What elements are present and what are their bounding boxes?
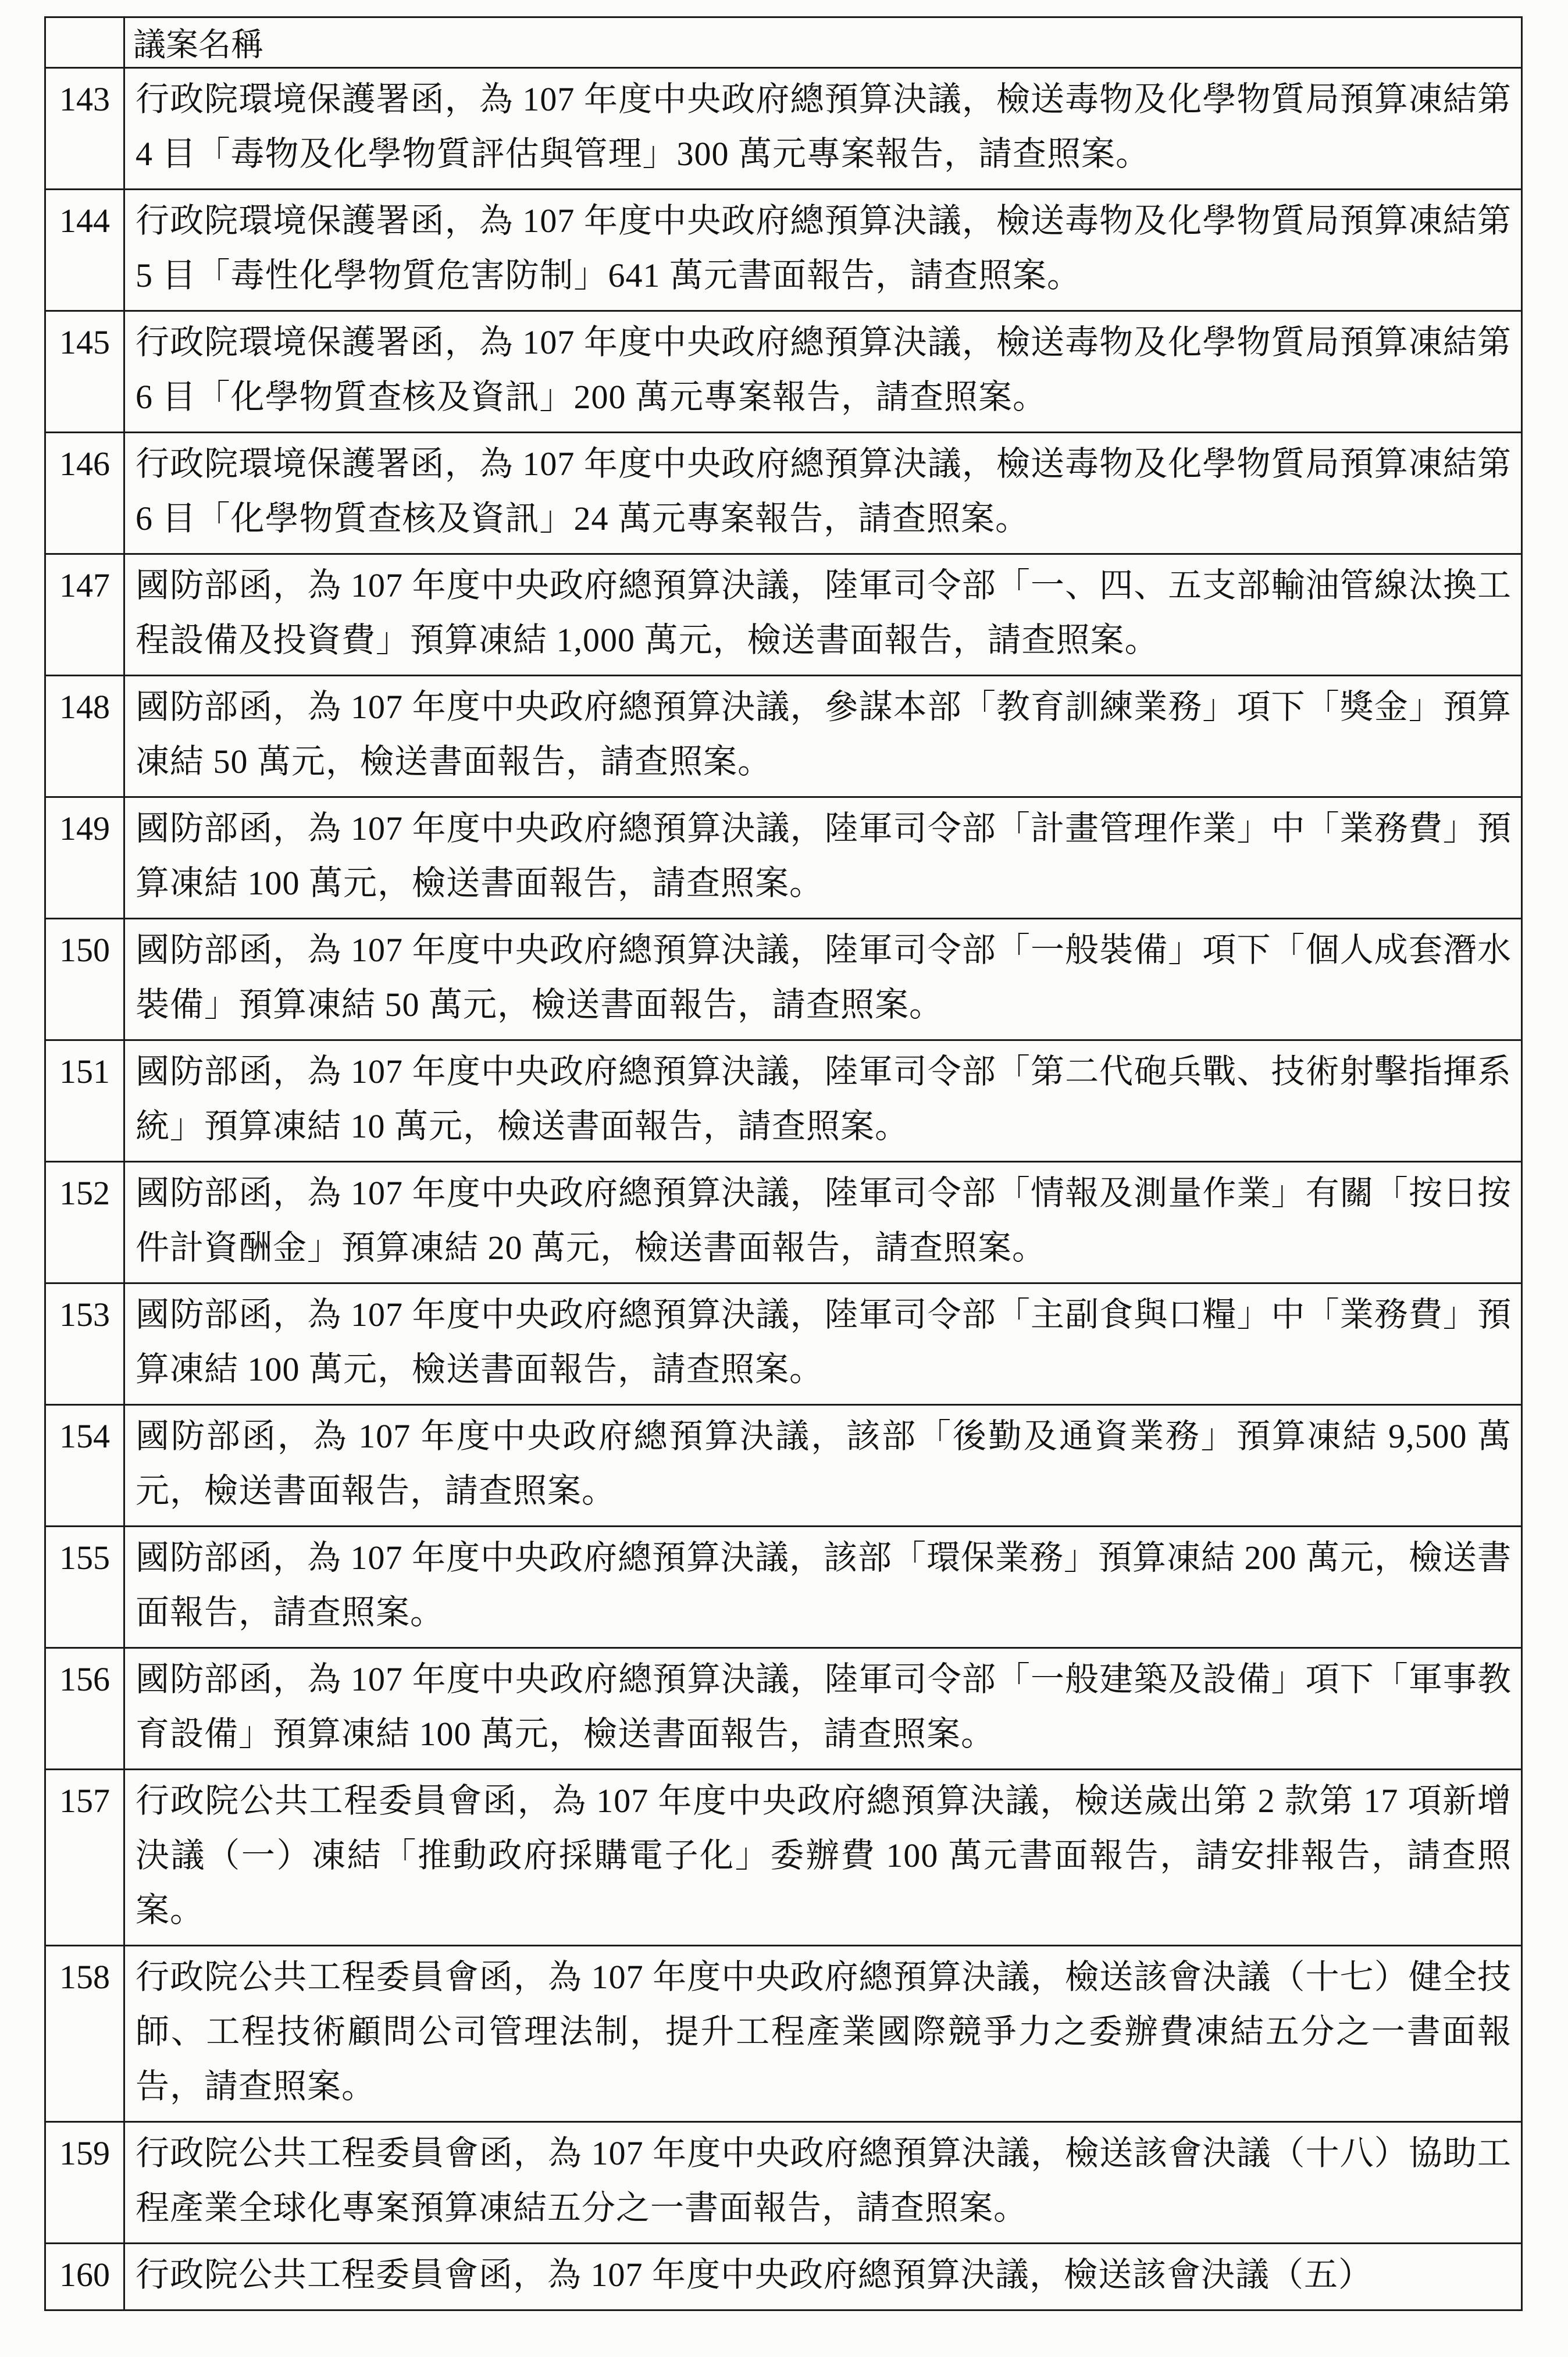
row-number: 158 xyxy=(45,1946,124,2122)
header-title-cell: 議案名稱 xyxy=(124,17,1522,68)
row-text: 國防部函，為 107 年度中央政府總預算決議，陸軍司令部「一、四、五支部輸油管線汰換工程設備及投資費」預算凍結 1,000 萬元，檢送書面報告，請查照案。 xyxy=(124,554,1522,676)
row-text: 國防部函，為 107 年度中央政府總預算決議，陸軍司令部「一般建築及設備」項下「軍事教育設備」預算凍結 100 萬元，檢送書面報告，請查照案。 xyxy=(124,1648,1522,1770)
table-row xyxy=(45,1162,1522,1283)
row-text: 國防部函，為 107 年度中央政府總預算決議，該部「環保業務」預算凍結 200 萬元，檢送書面報告，請查照案。 xyxy=(124,1527,1522,1648)
bill-list-table xyxy=(44,16,1523,2311)
row-number: 156 xyxy=(45,1648,124,1770)
row-number: 159 xyxy=(45,2122,124,2244)
table-row xyxy=(45,1770,1522,1946)
row-number: 148 xyxy=(45,676,124,797)
table-row xyxy=(45,190,1522,311)
row-number: 153 xyxy=(45,1283,124,1405)
table-row xyxy=(45,554,1522,676)
row-text: 國防部函，為 107 年度中央政府總預算決議，陸軍司令部「第二代砲兵戰、技術射擊指揮系統」預算凍結 10 萬元，檢送書面報告，請查照案。 xyxy=(124,1040,1522,1162)
row-text: 行政院公共工程委員會函，為 107 年度中央政府總預算決議，檢送該會決議（五） xyxy=(124,2244,1522,2310)
table-row xyxy=(45,2122,1522,2244)
table-row xyxy=(45,1040,1522,1162)
row-text: 國防部函，為 107 年度中央政府總預算決議，陸軍司令部「計畫管理作業」中「業務費」預算凍結 100 萬元，檢送書面報告，請查照案。 xyxy=(124,797,1522,919)
table-row xyxy=(45,68,1522,190)
table-row xyxy=(45,1946,1522,2122)
row-number: 155 xyxy=(45,1527,124,1648)
table-row xyxy=(45,676,1522,797)
table-body xyxy=(45,68,1522,2310)
row-text: 行政院環境保護署函，為 107 年度中央政府總預算決議，檢送毒物及化學物質局預算凍結第 6 目「化學物質查核及資訊」200 萬元專案報告，請查照案。 xyxy=(124,311,1522,433)
table-row xyxy=(45,1283,1522,1405)
table-row xyxy=(45,797,1522,919)
row-number: 160 xyxy=(45,2244,124,2310)
table-header xyxy=(45,17,1522,68)
row-number: 144 xyxy=(45,190,124,311)
row-number: 145 xyxy=(45,311,124,433)
row-text: 行政院公共工程委員會函，為 107 年度中央政府總預算決議，檢送該會決議（十八）協助工程產業全球化專案預算凍結五分之一書面報告，請查照案。 xyxy=(124,2122,1522,2244)
row-number: 149 xyxy=(45,797,124,919)
row-number: 150 xyxy=(45,919,124,1040)
table-row xyxy=(45,1405,1522,1527)
row-text: 行政院公共工程委員會函，為 107 年度中央政府總預算決議，檢送該會決議（十七）健全技師、工程技術顧問公司管理法制，提升工程產業國際競爭力之委辦費凍結五分之一書面報告，請查照案。 xyxy=(124,1946,1522,2122)
table-row xyxy=(45,2244,1522,2310)
table-row xyxy=(45,433,1522,554)
row-text: 行政院環境保護署函，為 107 年度中央政府總預算決議，檢送毒物及化學物質局預算凍結第 6 目「化學物質查核及資訊」24 萬元專案報告，請查照案。 xyxy=(124,433,1522,554)
table-row xyxy=(45,919,1522,1040)
table-row xyxy=(45,1527,1522,1648)
row-text: 行政院環境保護署函，為 107 年度中央政府總預算決議，檢送毒物及化學物質局預算凍結第 5 目「毒性化學物質危害防制」641 萬元書面報告，請查照案。 xyxy=(124,190,1522,311)
table-row xyxy=(45,311,1522,433)
row-number: 152 xyxy=(45,1162,124,1283)
row-text: 國防部函，為 107 年度中央政府總預算決議，陸軍司令部「情報及測量作業」有關「按日按件計資酬金」預算凍結 20 萬元，檢送書面報告，請查照案。 xyxy=(124,1162,1522,1283)
row-number: 151 xyxy=(45,1040,124,1162)
table-header-row xyxy=(45,17,1522,68)
row-text: 行政院公共工程委員會函，為 107 年度中央政府總預算決議，檢送歲出第 2 款第 17 項新增決議（一）凍結「推動政府採購電子化」委辦費 100 萬元書面報告，請安排報告，請查照案。 xyxy=(124,1770,1522,1946)
row-text: 國防部函，為 107 年度中央政府總預算決議，參謀本部「教育訓練業務」項下「獎金」預算凍結 50 萬元，檢送書面報告，請查照案。 xyxy=(124,676,1522,797)
row-text: 國防部函，為 107 年度中央政府總預算決議，陸軍司令部「一般裝備」項下「個人成套潛水裝備」預算凍結 50 萬元，檢送書面報告，請查照案。 xyxy=(124,919,1522,1040)
row-number: 147 xyxy=(45,554,124,676)
row-number: 154 xyxy=(45,1405,124,1527)
row-number: 143 xyxy=(45,68,124,190)
row-text: 行政院環境保護署函，為 107 年度中央政府總預算決議，檢送毒物及化學物質局預算凍結第 4 目「毒物及化學物質評估與管理」300 萬元專案報告，請查照案。 xyxy=(124,68,1522,190)
header-number-cell xyxy=(45,17,124,68)
row-number: 146 xyxy=(45,433,124,554)
row-number: 157 xyxy=(45,1770,124,1946)
table-row xyxy=(45,1648,1522,1770)
row-text: 國防部函，為 107 年度中央政府總預算決議，陸軍司令部「主副食與口糧」中「業務費」預算凍結 100 萬元，檢送書面報告，請查照案。 xyxy=(124,1283,1522,1405)
row-text: 國防部函，為 107 年度中央政府總預算決議，該部「後勤及通資業務」預算凍結 9,500 萬元，檢送書面報告，請查照案。 xyxy=(124,1405,1522,1527)
